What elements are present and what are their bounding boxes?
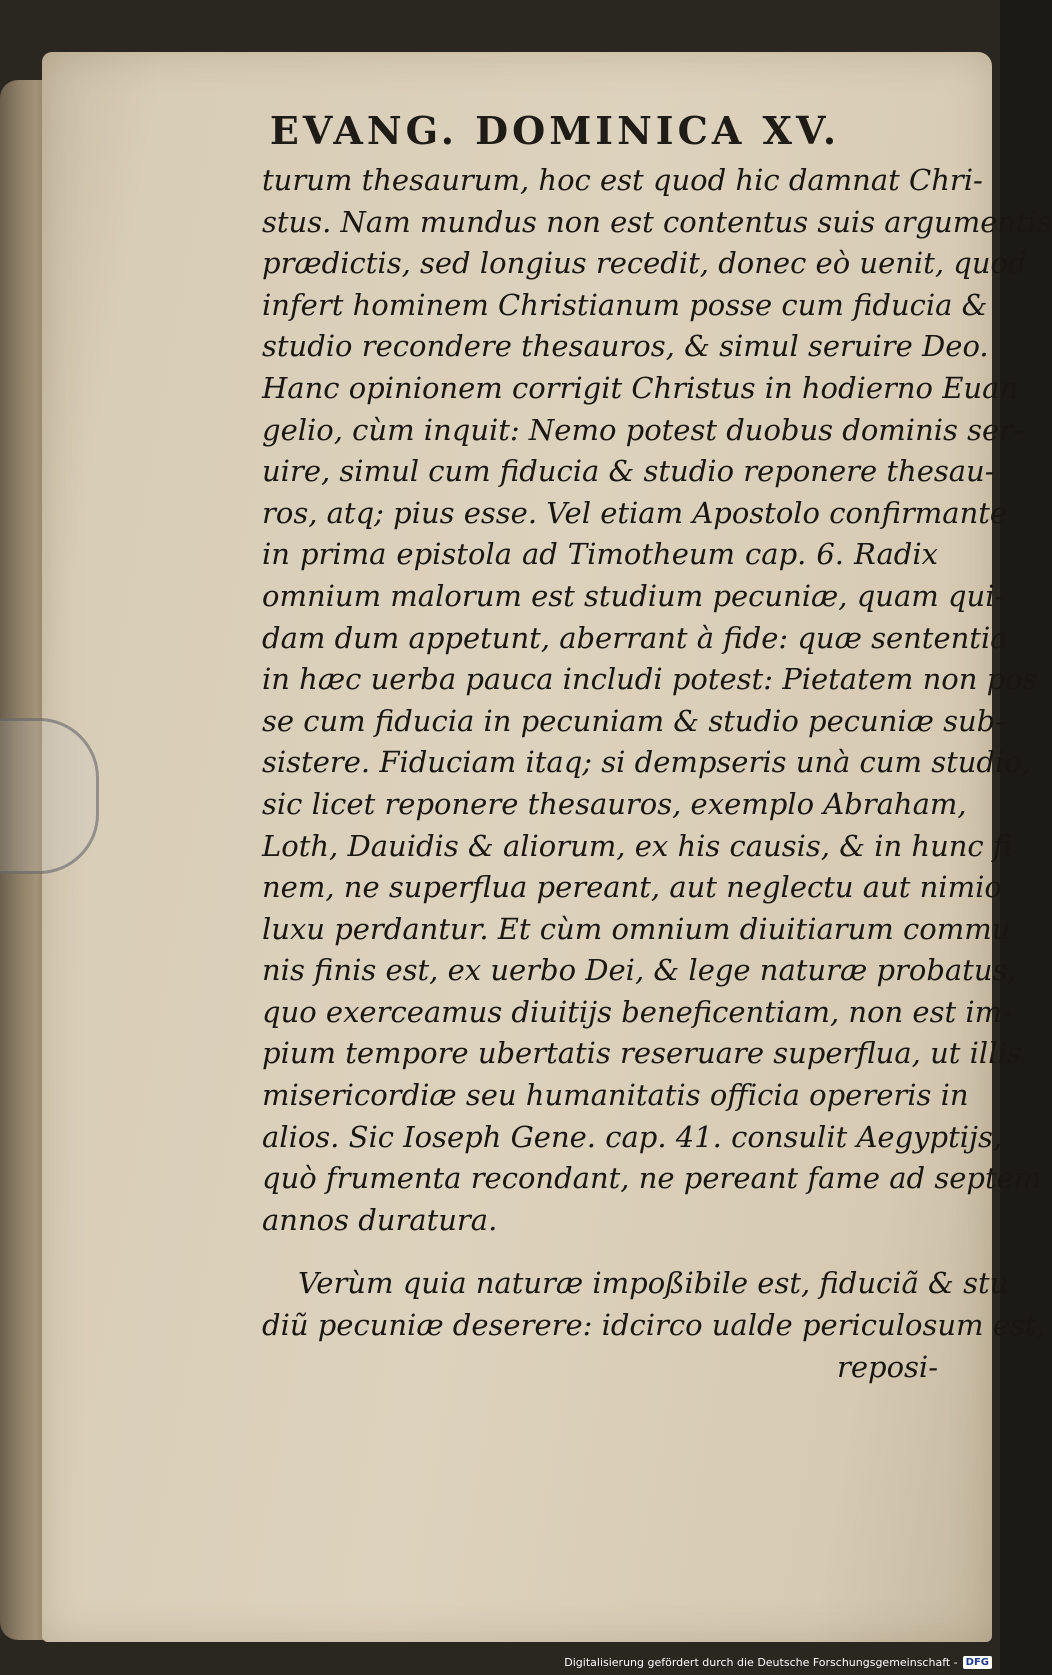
text-line: misericordiæ seu humanitatis officia opereris in [262,1078,969,1113]
text-line: quo exerceamus diuitijs beneficentiam, non est im- [262,994,1012,1029]
text-line: Hanc opinionem corrigit Christus in hodierno Euan [262,370,1019,405]
text-line: nis finis est, ex uerbo Dei, & lege naturæ probatus, [262,953,1017,988]
text-line: Verùm quia naturæ impoßibile est, fiduciã & stu [298,1266,1009,1301]
text-line: sistere. Fiduciam itaq; si dempseris unà cum studio, [262,745,1031,780]
text-line: in prima epistola ad Timotheum cap. 6. Radix [262,537,938,572]
text-line: nem, ne superflua pereant, aut neglectu aut nimio [262,870,1002,905]
text-line: in hæc uerba pauca includi potest: Pietatem non pos [262,662,1038,697]
text-line: infert hominem Christianum posse cum fiducia & [262,287,988,322]
text-line: se cum fiducia in pecuniam & studio pecuniæ sub- [262,703,1006,738]
paragraph-gap [262,1241,938,1263]
catchword: reposi- [836,1349,938,1384]
text-line: dam dum appetunt, aberrant à fide: quæ sententia [262,620,1008,655]
text-line: Loth, Dauidis & aliorum, ex his causis, & in hunc fi [262,828,1013,863]
dfg-logo: DFG [963,1656,992,1669]
text-line: sic licet reponere thesauros, exemplo Abraham, [262,786,967,821]
text-line: gelio, cùm inquit: Nemo potest duobus dominis ser- [262,412,1023,447]
credit-text: Digitalisierung gefördert durch die Deutsche Forschungsgemeinschaft - [564,1656,958,1669]
text-line: ros, atq; pius esse. Vel etiam Apostolo confirmante [262,495,1008,530]
text-line: uire, simul cum fiducia & studio reponere thesau- [262,454,995,489]
text-line: alios. Sic Ioseph Gene. cap. 41. consulit Aegyptijs, [262,1119,1003,1154]
page-clip [0,718,99,874]
text-line: diũ pecuniæ deserere: idcirco ualde periculosum est, [262,1308,1046,1343]
text-line: studio recondere thesauros, & simul seruire Deo. [262,329,989,364]
text-line: quò frumenta recondant, ne pereant fame ad septem [262,1161,1042,1196]
text-line: prædictis, sed longius recedit, donec eò uenit, quod [262,246,1027,281]
text-line: stus. Nam mundus non est contentus suis argumentis [262,204,1052,239]
page-text [262,160,1052,1388]
text-line: omnium malorum est studium pecuniæ, quam qui- [262,578,1005,613]
text-line: turum thesaurum, hoc est quod hic damnat Chri- [262,163,983,197]
text-line: luxu perdantur. Et cùm omnium diuitiarum commu [262,911,1011,946]
text-line: annos duratura. [262,1202,498,1237]
digitization-credit [564,1656,992,1669]
running-header: EVANG. DOMINICA XV. [269,108,841,153]
text-line: pium tempore ubertatis reseruare superflua, ut illis [262,1036,1022,1071]
